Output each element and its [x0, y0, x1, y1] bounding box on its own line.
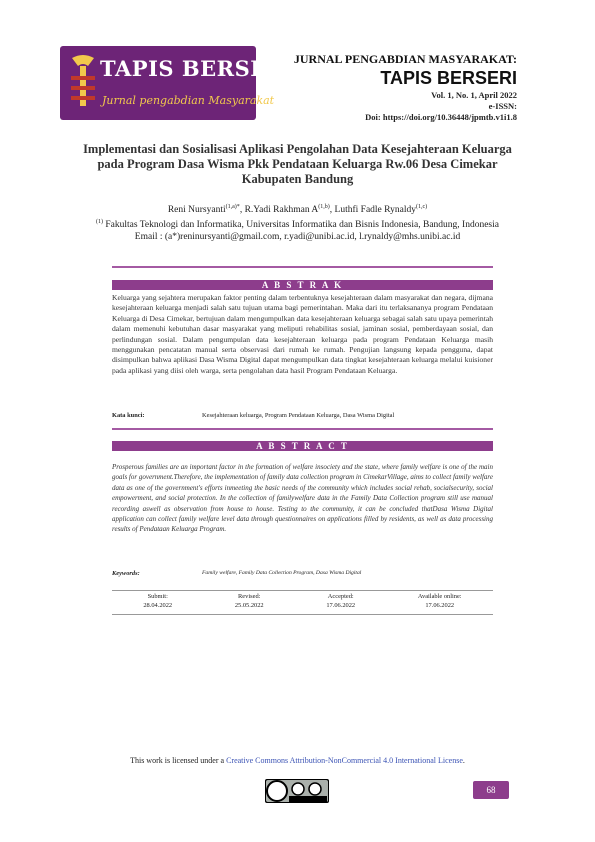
abstract-text: Prosperous families are an important factor in the formation of welfare insociety and the state, where family welfare is one of the main goals for government.Therefore, the implementation of family data collection program in CimekarVillage, aims to collect family welfare data as one of the government's efforts inmeeting the basic needs of the community which includes social rehab, socialsecurity, social empowerment, and social protection. In the collection of familywelfare data in the Family Data Collection program still use manual recording aswell as observation from house to house. Testing to the community, it can be concluded thatDasa Wisma Digital application can collect family welfare level data through questionnaires on applications filled by residents, as well as data processing results of Pendataan Keluarga Program.: [112, 463, 493, 534]
cc-badge-icon[interactable]: [265, 779, 329, 803]
journal-logo: [60, 46, 296, 120]
author-block: [80, 201, 515, 243]
dates-bottom-rule: [112, 614, 493, 615]
dates-row: [112, 592, 493, 610]
license-prefix: This work is licensed under a: [130, 756, 227, 765]
journal-eissn: e-ISSN:: [488, 101, 517, 111]
dates-top-rule: [112, 590, 493, 591]
author-name: , Luthfi Fadle Rynaldy: [329, 205, 416, 216]
journal-volume: Vol. 1, No. 1, April 2022: [431, 90, 517, 100]
logo-title: TAPIS BERSERI: [100, 56, 296, 81]
date-available: [418, 592, 462, 610]
keywords-label: Keywords:: [112, 570, 140, 577]
paper-title: Implementasi dan Sosialisasi Aplikasi Pengolahan Data Kesejahteraan Keluarga pada Program Dasa Wisma Pkk Pendataan Keluarga Rw.06 Desa Cimekar Kabupaten Bandung: [83, 142, 512, 186]
author-name: , R.Yadi Rakhman A: [239, 205, 319, 216]
divider: [112, 428, 493, 430]
abstrak-text: Keluarga yang sejahtera merupakan faktor penting dalam terbentuknya kesejahteraan dalam masyarakat dan negara, dijmana kesejahteraan keluarga menjadi salah satu tujuan utama bagi pemerintahan. Maka dari itu terlaksananya program Pendataan Keluarga di Desa Cimekar, bertujuan dalam mengumpulkan data kesejahteraan keluarga sebagai salah satu upaya pemerintah dalam memenuhi kebutuhan dasar masyarakat yang meliputi rehabilitas sosial, jaminan sosial, pemberdayaan sosial, dan perlindungan sosial. Dalam pengumpulan data kesejahteraan keluarga pada program Pendataan Keluarga masih menggunakan pencatatan manual serta observasi dari rumah ke rumah. Pengujian langsung kepada pengguna, dapat disimpulkan bahwa aplikasi Dasa Wisma Digital dapat mengumpulkan data tingkat kesejahteraan keluarga melalui kuisioner pada aplikasi yang diisi oleh warga, serta pengolahan data hasil Program Pendataan Keluarga.: [112, 293, 493, 375]
kata-kunci-value: Kesejahteraan keluarga, Program Pendataan Keluarga, Dasa Wisma Digital: [202, 412, 395, 419]
page-number: 68: [473, 781, 509, 799]
date-label: Revised:: [238, 593, 261, 600]
license-line: [0, 756, 595, 765]
abstrak-heading: A B S T R A K: [112, 280, 493, 290]
affiliation: [80, 216, 515, 231]
license-link[interactable]: Creative Commons Attribution-NonCommercial 4.0 International License: [226, 756, 463, 765]
author-sup: (1,b): [318, 204, 330, 210]
affiliation-text: Fakultas Teknologi dan Informatika, Universitas Informatika dan Bisnis Indonesia, Bandung, Indonesia: [103, 220, 499, 231]
abstract-heading: A B S T R A C T: [112, 441, 493, 451]
date-value: 28.04.2022: [143, 602, 173, 609]
date-revised: [235, 592, 264, 610]
author-name: Reni Nursyanti: [167, 205, 226, 216]
license-suffix: .: [462, 756, 465, 765]
email-line: Email : (a*)reninursyanti@gmail.com, r.yadi@unibi.ac.id, l.rynaldy@mhs.unibi.ac.id: [134, 232, 461, 243]
journal-name: JURNAL PENGABDIAN MASYARAKAT:: [293, 52, 517, 66]
date-submit: [143, 592, 172, 610]
kata-kunci-row: [112, 412, 493, 419]
keywords-value: Family welfare, Family Data Collection Program, Dasa Wisma Digital: [202, 570, 362, 576]
author-sup: (1,c): [415, 204, 428, 210]
affiliation-sup: (1): [96, 219, 103, 226]
divider: [112, 266, 493, 268]
journal-title: TAPIS BERSERI: [380, 68, 517, 88]
date-accepted: [326, 592, 355, 610]
author-sup: (1,a)*: [225, 204, 240, 210]
date-label: Submit:: [147, 593, 168, 600]
date-label: Available online:: [417, 593, 462, 600]
date-value: 17.06.2022: [326, 602, 356, 609]
date-value: 25.05.2022: [234, 602, 264, 609]
author-list: [80, 201, 515, 216]
journal-header: [294, 52, 517, 122]
keywords-row: [112, 570, 493, 577]
kata-kunci-label: Kata kunci:: [112, 412, 145, 419]
logo-emblem-icon: [68, 52, 98, 112]
date-value: 17.06.2022: [425, 602, 455, 609]
journal-doi[interactable]: Doi: https://doi.org/10.36448/jpmtb.v1i1.8: [365, 112, 517, 122]
logo-subtitle: Jurnal pengabdian Masyarakat: [102, 94, 275, 107]
date-label: Accepted:: [327, 593, 354, 600]
